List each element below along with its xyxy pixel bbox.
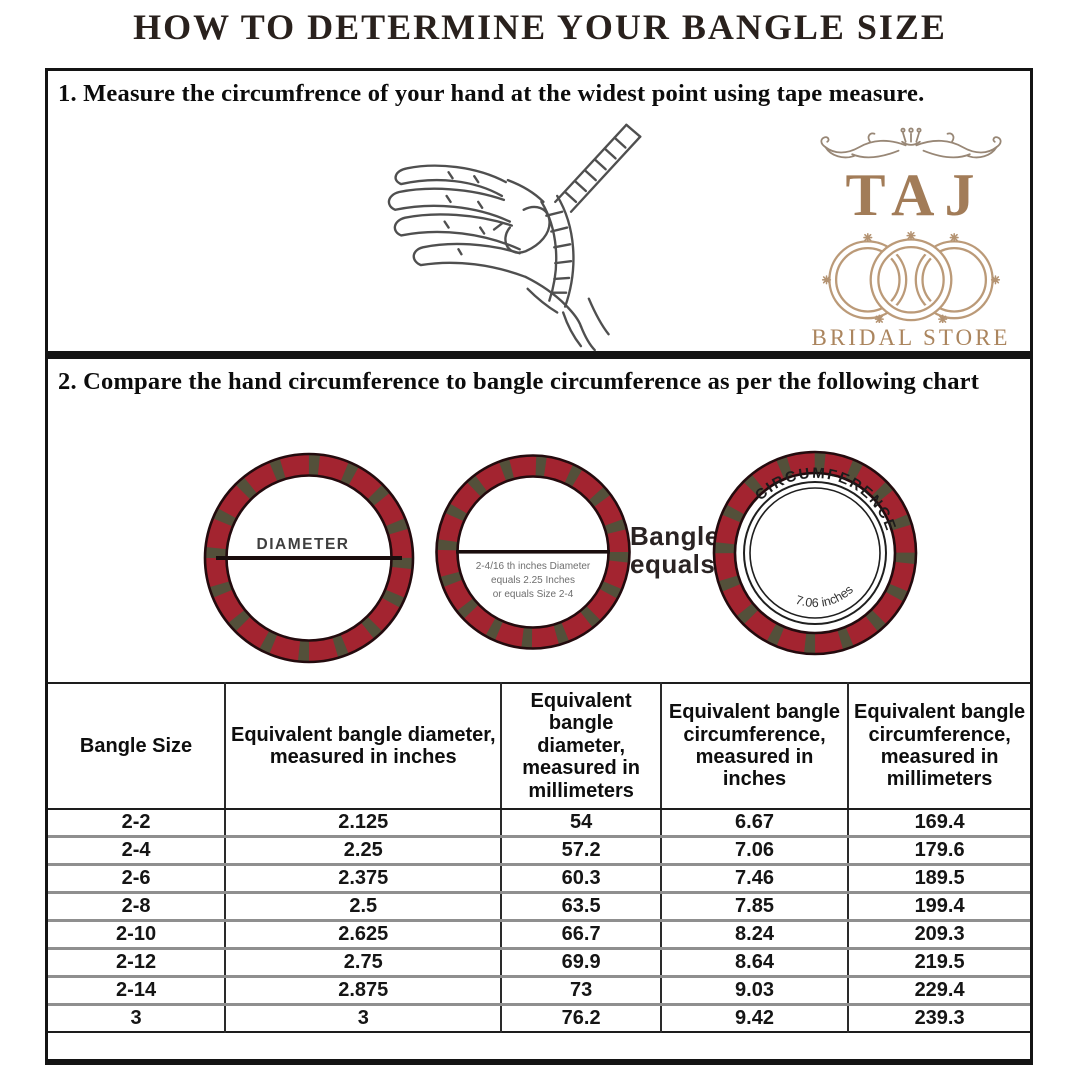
table-cell: 199.4 (848, 892, 1030, 920)
table-row (48, 976, 1030, 1004)
table-cell: 169.4 (848, 809, 1030, 837)
page-title: HOW TO DETERMINE YOUR BANGLE SIZE (133, 7, 947, 47)
diameter-label: DIAMETER (256, 536, 350, 553)
table-cell: 9.42 (661, 1004, 848, 1032)
table-cell: 3 (225, 1004, 501, 1032)
bangle-equals-line2: equals (630, 549, 716, 580)
svg-text:7.06 inches (791, 581, 858, 615)
table-cell: 2-4 (48, 836, 225, 864)
table-cell: 63.5 (501, 892, 660, 920)
table-cell: 60.3 (501, 864, 660, 892)
logo-subtitle: BRIDAL STORE (811, 325, 1011, 350)
table-cell: 219.5 (848, 948, 1030, 976)
table-row (48, 920, 1030, 948)
example-note-line3: or equals Size 2-4 (492, 589, 574, 600)
table-row (48, 948, 1030, 976)
table-cell: 8.64 (661, 948, 848, 976)
table-cell: 7.85 (661, 892, 848, 920)
table-cell: 189.5 (848, 864, 1030, 892)
hand-tape-measure-illustration (328, 111, 663, 353)
column-header: Bangle Size (48, 683, 225, 809)
table-cell: 9.03 (661, 976, 848, 1004)
table-cell: 6.67 (661, 809, 848, 837)
example-note-line1: 2-4/16 th inches Diameter (475, 561, 591, 572)
table-row (48, 864, 1030, 892)
step2-section (45, 356, 1033, 1065)
table-cell: 2-14 (48, 976, 225, 1004)
column-header: Equivalent bangle diameter, measured in millimeters (501, 683, 660, 809)
size-chart-table (48, 682, 1030, 1033)
table-cell: 7.06 (661, 836, 848, 864)
table-cell: 229.4 (848, 976, 1030, 1004)
diameter-line (216, 556, 402, 560)
table-cell: 73 (501, 976, 660, 1004)
table-cell: 2-6 (48, 864, 225, 892)
table-cell: 57.2 (501, 836, 660, 864)
table-cell: 209.3 (848, 920, 1030, 948)
table-cell: 2.75 (225, 948, 501, 976)
logo-rings-icon (816, 227, 1006, 323)
circumference-value: 7.06 inches (793, 582, 856, 611)
table-cell: 2.125 (225, 809, 501, 837)
table-cell: 2-12 (48, 948, 225, 976)
table-cell: 76.2 (501, 1004, 660, 1032)
step2-heading: 2. Compare the hand circumference to bangle circumference as per the following chart (58, 368, 980, 395)
table-cell: 239.3 (848, 1004, 1030, 1032)
table-cell: 7.46 (661, 864, 848, 892)
column-header: Equivalent bangle diameter, measured in inches (225, 683, 501, 809)
table-row (48, 1004, 1030, 1032)
size-chart-header (48, 683, 1030, 809)
example-diameter-line (456, 550, 610, 554)
bangle-equals-line1: Bangle (630, 521, 720, 551)
table-row (48, 836, 1030, 864)
logo-flourish-icon (813, 115, 1009, 165)
example-note-line2: equals 2.25 Inches (491, 575, 575, 586)
bangle-example-diagram (435, 454, 631, 650)
table-cell: 2.5 (225, 892, 501, 920)
circumference-label: CIRCUMFERENCE (751, 464, 900, 535)
bangle-equals-caption (630, 522, 720, 578)
table-cell: 2.625 (225, 920, 501, 948)
table-cell: 2.375 (225, 864, 501, 892)
table-cell: 2.25 (225, 836, 501, 864)
bangle-diameter-diagram (203, 452, 415, 664)
size-chart-body (48, 809, 1030, 1032)
table-cell: 2-8 (48, 892, 225, 920)
table-row (48, 892, 1030, 920)
table-cell: 8.24 (661, 920, 848, 948)
table-row (48, 809, 1030, 837)
table-cell: 3 (48, 1004, 225, 1032)
column-header: Equivalent bangle circumference, measured in inches (661, 683, 848, 809)
table-cell: 2.875 (225, 976, 501, 1004)
bangle-circumference-diagram (712, 450, 918, 656)
table-cell: 66.7 (501, 920, 660, 948)
table-cell: 54 (501, 809, 660, 837)
table-cell: 2-10 (48, 920, 225, 948)
table-cell: 179.6 (848, 836, 1030, 864)
table-cell: 2-2 (121, 810, 151, 833)
taj-logo (806, 115, 1016, 351)
step1-section (45, 68, 1033, 356)
step1-heading: 1. Measure the circumfrence of your hand at the widest point using tape measure. (58, 80, 925, 107)
table-cell: 69.9 (501, 948, 660, 976)
column-header: Equivalent bangle circumference, measured in millimeters (848, 683, 1030, 809)
logo-wordmark: TAJ (845, 162, 985, 228)
